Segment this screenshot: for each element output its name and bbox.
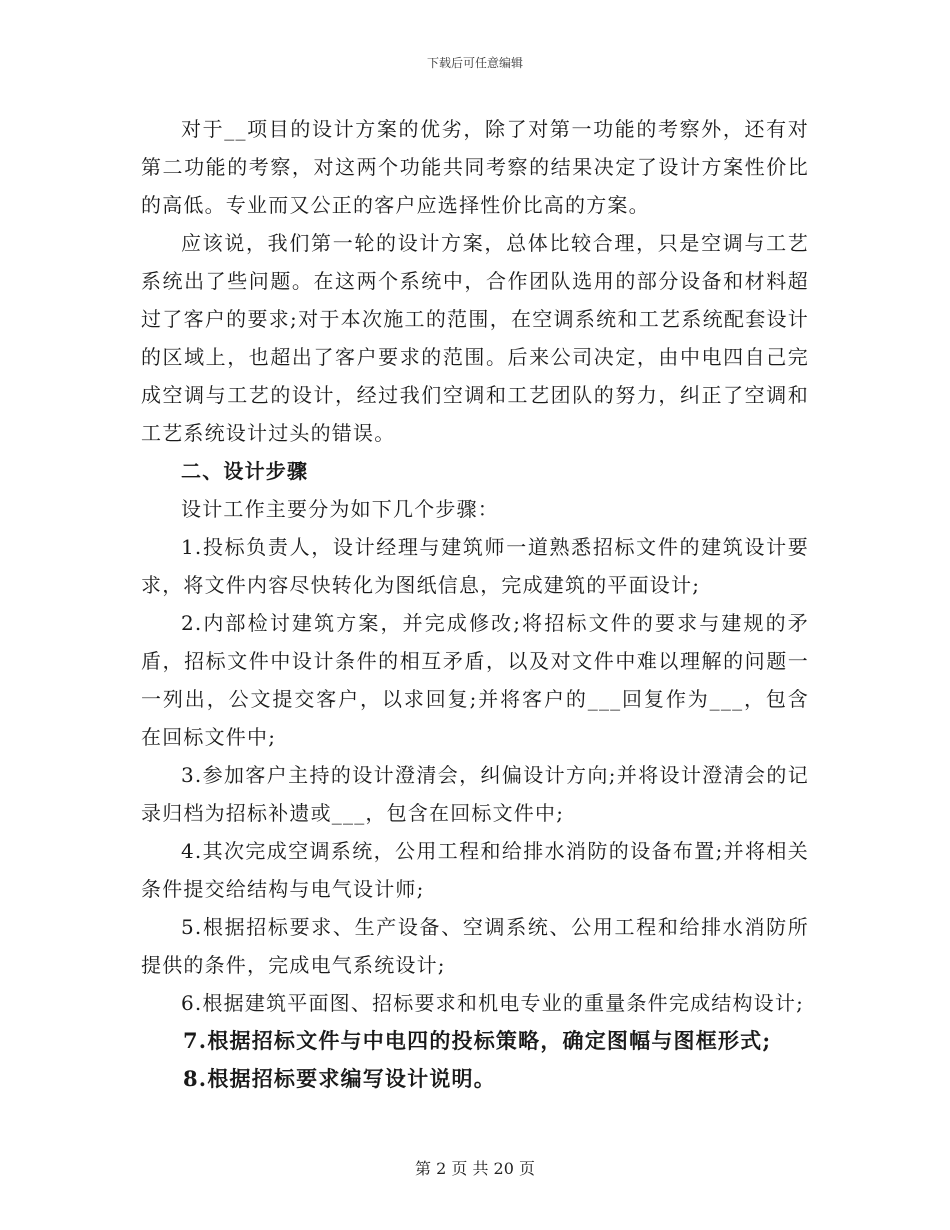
paragraph-first-round: 应该说，我们第一轮的设计方案，总体比较合理，只是空调与工艺系统出了些问题。在这两个系统中，合作团队选用的部分设备和材料超过了客户的要求;对于本次施工的范围，在空调系统和工艺系统配套设计的区域上，也超出了客户要求的范围。后来公司决定，由中电四自己完成空调与工艺的设计，经过我们空调和工艺团队的努力，纠正了空调和工艺系统设计过头的错误。 [141, 231, 809, 445]
document-body [141, 110, 809, 1098]
step-item-5: 5.根据招标要求、生产设备、空调系统、公用工程和给排水消防所提供的条件，完成电气系统设计; [141, 915, 809, 977]
page-footer: 第 2 页 共 20 页 [415, 1159, 535, 1178]
step-item-4: 4.其次完成空调系统，公用工程和给排水消防的设备布置;并将相关条件提交给结构与电气设计师; [141, 839, 809, 901]
paragraph-steps-intro: 设计工作主要分为如下几个步骤： [181, 497, 499, 521]
step-item-2: 2.内部检讨建筑方案，并完成修改;将招标文件的要求与建规的矛盾，招标文件中设计条件的相互矛盾，以及对文件中难以理解的问题一一列出，公文提交客户，以求回复;并将客户的___回复作为___，包含在回标文件中; [141, 611, 809, 749]
step-item-3: 3.参加客户主持的设计澄清会，纠偏设计方向;并将设计澄清会的记录归档为招标补遗或___，包含在回标文件中; [141, 763, 809, 825]
section-heading-design-steps: 二、设计步骤 [181, 459, 309, 483]
step-item-6: 6.根据建筑平面图、招标要求和机电专业的重量条件完成结构设计; [181, 991, 805, 1015]
step-item-8: 8.根据招标要求编写设计说明。 [183, 1066, 496, 1091]
step-item-7: 7.根据招标文件与中电四的投标策略，确定图幅与图框形式; [183, 1028, 772, 1053]
page-header: 下载后可任意编辑 [426, 56, 523, 70]
paragraph-evaluation: 对于__项目的设计方案的优劣，除了对第一功能的考察外，还有对第二功能的考察，对这两个功能共同考察的结果决定了设计方案性价比的高低。专业而又公正的客户应选择性价比高的方案。 [141, 117, 809, 217]
step-item-1: 1.投标负责人，设计经理与建筑师一道熟悉招标文件的建筑设计要求，将文件内容尽快转化为图纸信息，完成建筑的平面设计; [141, 535, 809, 597]
